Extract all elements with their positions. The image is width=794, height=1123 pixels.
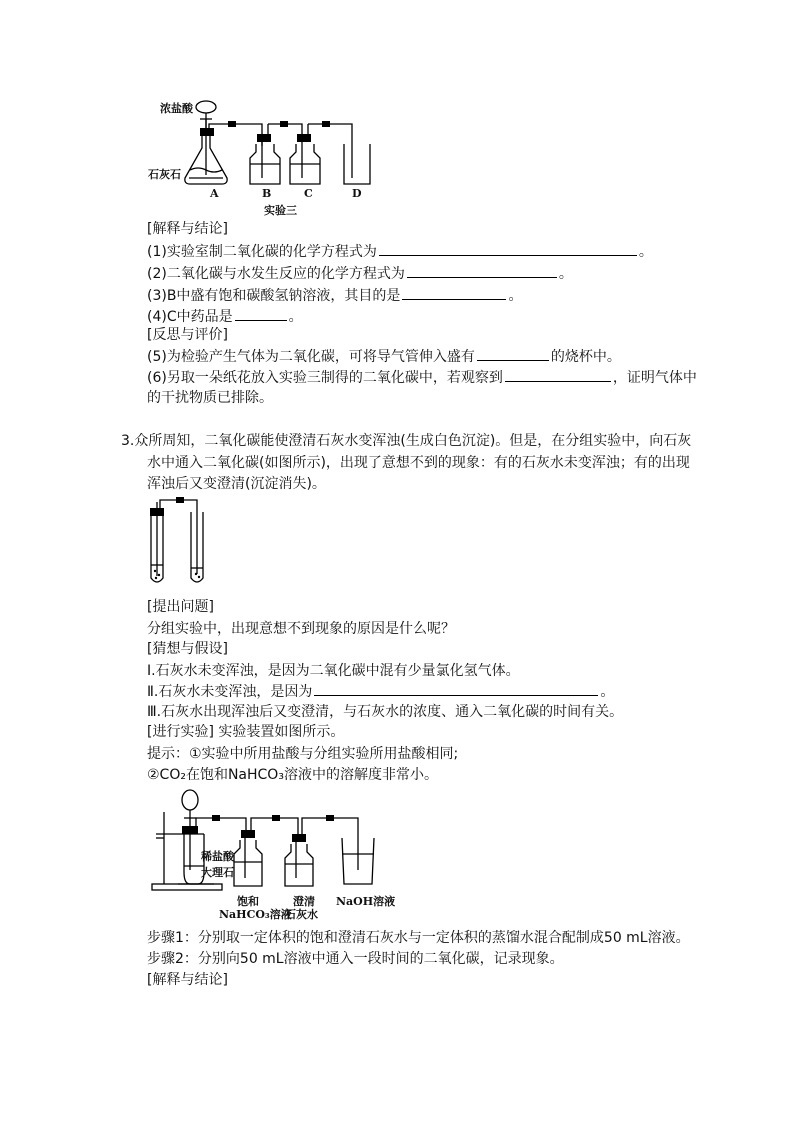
label-b: B [262,187,272,200]
label-a: A [210,187,219,200]
tip-2: ②CO₂在饱和NaHCO₃溶液中的溶解度非常小。 [147,767,438,783]
label-limewater: 石灰水 [285,908,318,921]
figure-caption: 实验三 [264,204,297,217]
question-6-text: (6)另取一朵纸花放入实验三制得的二氧化碳中，若观察到 [147,370,503,386]
label-saturated: 饱和 [237,895,259,908]
label-clear: 澄清 [293,895,315,908]
tip-1: 提示：①实验中所用盐酸与分组实验所用盐酸相同; [147,746,459,762]
answer-blank-3[interactable] [402,285,506,300]
hypothesis-2-end: 。 [600,684,615,700]
question-5 [147,346,621,367]
answer-blank-4[interactable] [235,306,287,321]
question-1 [147,241,653,262]
hypothesis-1: Ⅰ.石灰水未变浑浊，是因为二氧化碳中混有少量氯化氢气体。 [147,663,520,679]
step-2: 步骤2：分别向50 mL溶液中通入一段时间的二氧化碳，记录现象。 [147,951,564,967]
heading-conclusion: [解释与结论] [147,221,228,237]
question-3-end: 。 [508,288,523,304]
heading-hypothesis: [猜想与假设] [147,641,228,657]
question-4-end: 。 [288,309,303,325]
answer-blank-2[interactable] [407,263,557,278]
label-dilute-hcl: 稀盐酸 [201,850,234,863]
answer-blank-hypothesis-2[interactable] [314,681,598,696]
question-2-text: (2)二氧化碳与水发生反应的化学方程式为 [147,266,405,282]
label-naoh-solution: NaOH溶液 [336,895,396,908]
question-3 [147,285,522,306]
question-1-text: (1)实验室制二氧化碳的化学方程式为 [147,244,377,260]
problem-3-intro-line-1: 3.众所周知，二氧化碳能使澄清石灰水变浑浊(生成白色沉淀)。但是，在分组实验中，向石灰 [121,433,692,449]
label-nahco3-solution: NaHCO₃溶液 [219,908,292,921]
question-6-line-2: 的干扰物质已排除。 [147,390,273,406]
question-3-text: (3)B中盛有饱和碳酸氢钠溶液，其目的是 [147,288,401,304]
experiment-line [147,722,344,742]
question-6 [147,367,697,388]
step-1: 步骤1：分别取一定体积的饱和澄清石灰水与一定体积的蒸馏水混合配制成50 mL溶液。 [147,930,690,946]
question-5-end: 的烧杯中。 [550,349,621,365]
heading-raise-question: [提出问题] [147,599,214,615]
question-4-text: (4)C中药品是 [147,309,233,325]
answer-blank-5[interactable] [477,346,549,361]
question-2-end: 。 [558,266,573,282]
heading-conclusion-3: [解释与结论] [147,972,228,988]
heading-reflection: [反思与评价] [147,327,228,343]
label-limestone: 石灰石 [148,168,181,181]
answer-blank-1[interactable] [379,241,637,256]
question-4 [147,306,303,327]
hypothesis-2 [147,681,614,702]
question-5-text: (5)为检验产生气体为二氧化碳，可将导气管伸入盛有 [147,349,475,365]
hypothesis-3: Ⅲ.石灰水出现浑浊后又变澄清，与石灰水的浓度、通入二氧化碳的时间有关。 [147,704,624,720]
hypothesis-2-text: Ⅱ.石灰水未变浑浊，是因为 [147,684,313,700]
label-concentrated-hcl: 浓盐酸 [160,102,193,115]
question-6-end: ，证明气体中 [612,370,697,386]
question-1-end: 。 [638,244,653,260]
label-c: C [304,187,313,200]
question-2 [147,263,573,284]
experiment-text: 实验装置如图所示。 [218,724,345,740]
label-marble: 大理石 [201,866,234,879]
heading-experiment: [进行实验] [147,724,214,740]
problem-3-intro-line-3: 浑浊后又变澄清(沉淀消失)。 [147,476,326,492]
question-text: 分组实验中，出现意想不到现象的原因是什么呢？ [147,621,455,637]
answer-blank-6[interactable] [505,367,611,382]
problem-3-intro-line-2: 水中通入二氧化碳(如图所示)，出现了意想不到的现象：有的石灰水未变浑浊；有的出现 [147,455,690,471]
label-d: D [352,187,362,200]
